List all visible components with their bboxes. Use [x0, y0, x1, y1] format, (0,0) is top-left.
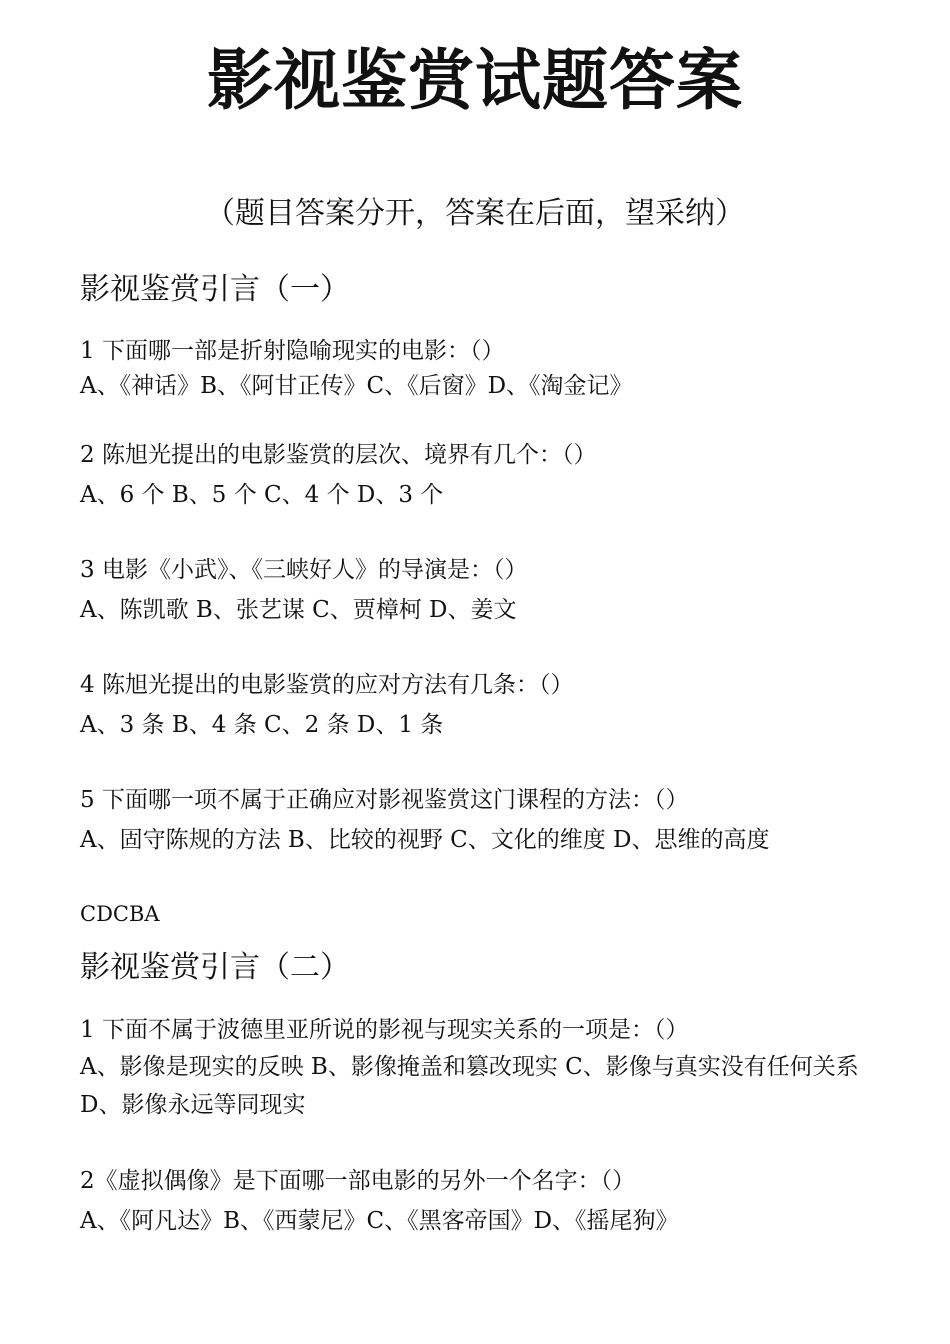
options-1-2: A、6 个 B、5 个 C、4 个 D、3 个	[80, 482, 444, 508]
question-2-1: 1 下面不属于波德里亚所说的影视与现实关系的一项是：（）	[80, 1017, 689, 1043]
options-1-3: A、陈凯歌 B、张艺谋 C、贾樟柯 D、姜文	[80, 597, 517, 623]
question-1-5: 5 下面哪一项不属于正确应对影视鉴赏这门课程的方法：（）	[80, 787, 689, 813]
document-subtitle: （题目答案分开，答案在后面，望采纳）	[205, 196, 745, 231]
options-2-1: A、影像是现实的反映 B、影像掩盖和篡改现实 C、影像与真实没有任何关系 D、影像永远等同现实	[80, 1054, 859, 1118]
question-2-2: 2《虚拟偶像》是下面哪一部电影的另外一个名字：（）	[80, 1168, 636, 1194]
question-1-4: 4 陈旭光提出的电影鉴赏的应对方法有几条：（）	[80, 672, 574, 698]
question-1-1: 1 下面哪一部是折射隐喻现实的电影：（）	[80, 338, 505, 364]
section-heading-1: 影视鉴赏引言（一）	[80, 272, 350, 307]
options-1-5: A、固守陈规的方法 B、比较的视野 C、文化的维度 D、思维的高度	[80, 827, 770, 853]
options-2-2: A、《阿凡达》B、《西蒙尼》C、《黑客帝国》D、《摇尾狗》	[80, 1208, 679, 1234]
question-1-3: 3 电影《小武》、《三峡好人》的导演是：（）	[80, 557, 528, 583]
question-1-2: 2 陈旭光提出的电影鉴赏的层次、境界有几个：（）	[80, 442, 597, 468]
options-1-1: A、《神话》B、《阿甘正传》C、《后窗》D、《淘金记》	[80, 373, 633, 399]
document-title: 影视鉴赏试题答案	[207, 42, 743, 119]
options-1-4: A、3 条 B、4 条 C、2 条 D、1 条	[80, 712, 444, 738]
answer-key-1: CDCBA	[80, 902, 160, 926]
section-heading-2: 影视鉴赏引言（二）	[80, 950, 350, 985]
